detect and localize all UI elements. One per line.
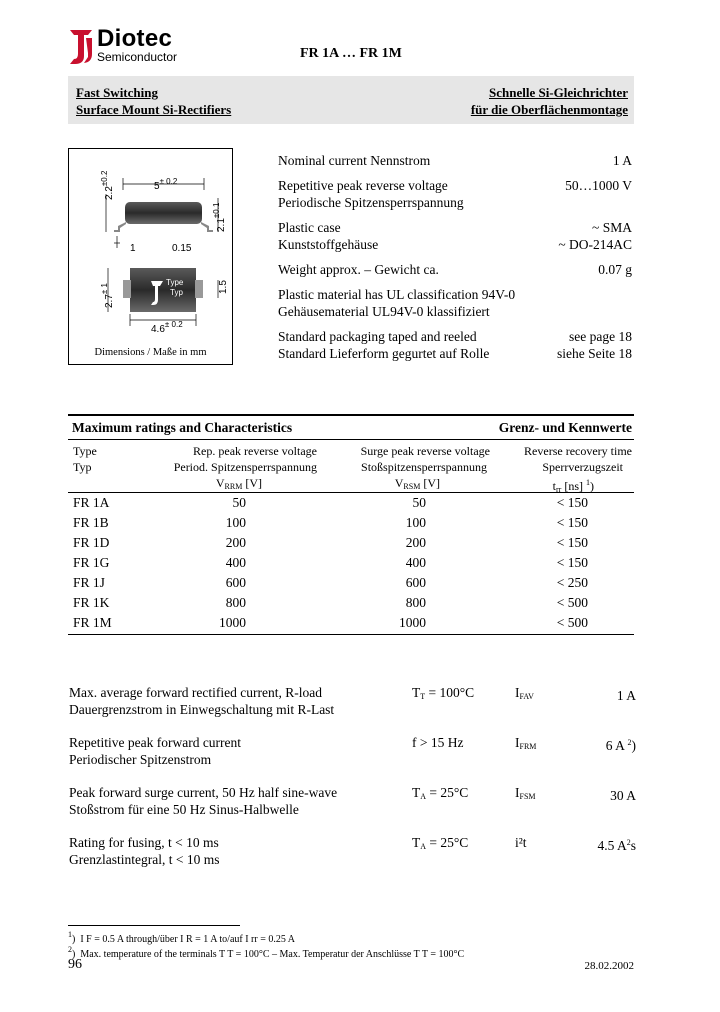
spec-packaging-de: Standard Lieferform gegurtet auf Rolle [278, 346, 490, 361]
cell-trr: < 150 [556, 495, 588, 510]
th-type-de: Typ [73, 460, 92, 474]
char-en: Peak forward surge current, 50 Hz half sine-wave [69, 785, 338, 800]
brand-name: Diotec [97, 25, 173, 52]
dim-height2-tol: ±0.1 [212, 202, 221, 219]
dim-body-width [151, 320, 183, 335]
table-header-rule [68, 439, 634, 440]
package-body-side [125, 202, 202, 224]
document-title: FR 1A … FR 1M [300, 46, 402, 61]
cell-type: FR 1G [73, 555, 110, 570]
spec-ul-en: Plastic material has UL classification 94V-0 [278, 287, 516, 302]
char-val: 4.5 A [597, 838, 627, 853]
char-value [610, 784, 636, 804]
th-vrrm-sym-v: V [215, 476, 225, 490]
table-row [68, 533, 634, 553]
table-row [68, 573, 634, 593]
spec-case-value: ~ SMA [592, 220, 632, 235]
char-condition [412, 684, 474, 705]
cell-vrsm: 1000 [399, 615, 426, 630]
cell-vrsm: 800 [405, 595, 426, 610]
dim-height2-value: 2.1 [216, 218, 227, 232]
char-cond-sym: T [412, 835, 421, 850]
spec-vrrm-value: 50…1000 V [565, 178, 632, 193]
cell-vrrm: 800 [225, 595, 246, 610]
spec-vrrm-de: Periodische Spitzensperrspannung [278, 195, 464, 210]
body-label-type: Type [166, 278, 184, 287]
cell-vrsm: 200 [405, 535, 426, 550]
diotec-logo-icon [66, 26, 96, 66]
char-cond-sym: T [412, 785, 421, 800]
dim-height-tol: ±0.2 [100, 170, 109, 187]
char-cond-sym: f [412, 735, 417, 750]
char-sym-sub: FAV [519, 692, 534, 701]
char-symbol [515, 684, 534, 705]
th-trr: Reverse recovery time [524, 444, 632, 458]
dim-length [154, 177, 177, 192]
table-row [68, 613, 634, 633]
char-value [606, 734, 636, 754]
th-vrrm-unit: [V] [242, 476, 262, 490]
char-condition [412, 734, 463, 755]
cell-vrrm: 600 [225, 575, 246, 590]
footnote-rule [68, 925, 240, 926]
th-trr-de: Sperrverzugszeit [542, 460, 623, 474]
spec-ul-de: Gehäusematerial UL94V-0 klassifiziert [278, 304, 490, 319]
char-symbol [515, 834, 527, 855]
band-de-line1: Schnelle Si-Gleichrichter [488, 85, 628, 100]
footnote-1-mark: 1 [68, 930, 72, 939]
cell-vrrm: 200 [225, 535, 246, 550]
spec-weight: Weight approx. – Gewicht ca. [278, 262, 439, 277]
cell-type: FR 1D [73, 535, 110, 550]
char-de: Periodischer Spitzenstrom [69, 752, 212, 767]
spec-packaging-value: see page 18 [569, 329, 632, 344]
dim-width [100, 283, 115, 308]
ratings-title: Maximum ratings and Characteristics [72, 420, 293, 435]
spec-packaging-en: Standard packaging taped and reeled [278, 329, 477, 344]
char-val-sup: 2 [626, 838, 631, 847]
footnote-1-text: I F = 0.5 A through/über I R = 1 A to/auf I rr = 0.25 A [80, 934, 296, 945]
char-cond-sub: A [420, 842, 427, 851]
char-sym: I [515, 735, 520, 750]
band-en-line1: Fast Switching [76, 85, 158, 100]
cell-vrsm: 50 [412, 495, 426, 510]
footnote-1: $^1$) I F = 0.5 A through/über I R = 1 A to/auf I rr = 0.25 A [68, 930, 296, 945]
brand-subtitle: Semiconductor [97, 50, 178, 64]
char-de: Stoßstrom für eine 50 Hz Sinus-Halbwelle [69, 802, 299, 817]
th-trr-close: ) [590, 479, 594, 493]
char-condition [412, 834, 468, 855]
dim-pad: 1.5 [218, 280, 229, 294]
th-vrrm: Rep. peak reverse voltage [193, 444, 317, 458]
footnote-2: $^2$) Max. temperature of the terminals T T = 100°C – Max. Temperatur der Anschlüsse T T = 100°C [68, 945, 465, 960]
th-trr-unit: [ns] [561, 479, 586, 493]
char-val: 30 A [610, 788, 636, 803]
spec-case-value2: ~ DO-214AC [558, 237, 632, 252]
footnote-2-text: Max. temperature of the terminals T T = 100°C – Max. Temperatur der Anschlüsse T T = 100°C [80, 949, 465, 960]
dim-width-value: 2.7 [104, 294, 115, 308]
dim-length-value: 5 [154, 181, 160, 192]
table-top-rule [68, 414, 634, 416]
spec-weight-value: 0.07 g [598, 262, 632, 277]
char-cond-val: = 25°C [426, 835, 469, 850]
spec-case-en: Plastic case [278, 220, 341, 235]
dim-body-width-tol: ± 0.2 [164, 320, 183, 329]
char-sym-sub: FSM [519, 792, 536, 801]
characteristic-item [68, 734, 638, 774]
figure-caption: Dimensions / Maße in mm [94, 347, 207, 358]
ratings-title-de: Grenz- und Kennwerte [498, 420, 632, 435]
cell-type: FR 1M [73, 615, 112, 630]
char-val-tail: s [630, 838, 636, 853]
char-cond-sym: T [412, 685, 421, 700]
table-bottom-rule [68, 634, 634, 635]
cell-vrrm: 1000 [219, 615, 246, 630]
char-symbol [515, 734, 536, 755]
th-vrsm-sym-sub: RSM [403, 482, 421, 491]
footnote-2-mark: 2 [68, 945, 72, 954]
cell-vrsm: 400 [405, 555, 426, 570]
th-vrsm-unit: [V] [420, 476, 440, 490]
char-cond-sub: T [420, 692, 426, 701]
band-en-line2: Surface Mount Si-Rectifiers [76, 102, 232, 117]
dim-body-width-value: 4.6 [151, 324, 165, 335]
characteristic-item [68, 834, 638, 874]
char-cond-val: > 15 Hz [416, 735, 464, 750]
spec-vrrm-en: Repetitive peak reverse voltage [278, 178, 448, 193]
th-trr-note: 1 [586, 478, 590, 487]
table-row [68, 593, 634, 613]
date: 28.02.2002 [584, 960, 634, 972]
char-value [597, 834, 636, 854]
th-vrsm-de: Stoßspitzensperrspannung [361, 460, 487, 474]
th-vrrm-sym-sub: RRM [224, 482, 243, 491]
dim-height2 [212, 203, 227, 232]
char-en: Repetitive peak forward current [69, 735, 242, 750]
char-de: Dauergrenzstrom in Einwegschaltung mit R-Last [69, 702, 335, 717]
char-val-close: ) [631, 738, 636, 753]
char-de: Grenzlastintegral, t < 10 ms [69, 852, 220, 867]
char-symbol [515, 784, 536, 805]
spec-nominal-current: Nominal current Nennstrom [278, 153, 431, 168]
cell-type: FR 1A [73, 495, 110, 510]
table-row [68, 553, 634, 573]
cell-trr: < 150 [556, 515, 588, 530]
char-sym: I [515, 785, 520, 800]
dim-height-value: 2.2 [104, 186, 115, 200]
dim-thickness: 0.15 [172, 243, 192, 254]
char-cond-val: = 25°C [426, 785, 469, 800]
spec-packaging-value2: siehe Seite 18 [557, 346, 632, 361]
cell-trr: < 150 [556, 555, 588, 570]
table-row [68, 493, 634, 513]
cell-vrsm: 600 [405, 575, 426, 590]
char-sym: i²t [515, 835, 527, 850]
body-label-typ: Typ [170, 288, 183, 297]
char-val: 1 A [616, 688, 636, 703]
th-type: Type [73, 444, 97, 458]
cell-vrrm: 100 [225, 515, 246, 530]
characteristic-item [68, 684, 638, 724]
cell-type: FR 1J [73, 575, 105, 590]
spec-nominal-current-value: 1 A [612, 153, 632, 168]
table-row [68, 513, 634, 533]
package-body-top [130, 268, 196, 312]
char-sym: I [515, 685, 520, 700]
char-cond-val: = 100°C [425, 685, 475, 700]
cell-trr: < 150 [556, 535, 588, 550]
cell-vrrm: 400 [225, 555, 246, 570]
dim-lead: 1 [130, 243, 136, 254]
char-en: Rating for fusing, t < 10 ms [69, 835, 219, 850]
th-vrrm-de: Period. Spitzensperrspannung [173, 460, 317, 474]
page-number: 96 [68, 957, 82, 972]
cell-vrrm: 50 [232, 495, 246, 510]
title-band [68, 76, 634, 124]
cell-type: FR 1B [73, 515, 109, 530]
char-sym-sub: FRM [519, 742, 537, 751]
dim-width-tol: ± 1 [100, 283, 109, 295]
th-vrsm: Surge peak reverse voltage [360, 444, 490, 458]
th-trr-sym-t: t [552, 479, 556, 493]
cell-vrsm: 100 [405, 515, 426, 530]
th-vrsm-sym-v: V [394, 476, 404, 490]
cell-type: FR 1K [73, 595, 110, 610]
characteristic-item [68, 784, 638, 824]
char-val: 6 A [605, 738, 628, 753]
cell-trr: < 500 [556, 615, 588, 630]
char-val-note: 2 [627, 738, 632, 747]
band-de-line2: für die Oberflächenmontage [470, 102, 628, 117]
char-condition [412, 784, 468, 805]
cell-trr: < 500 [556, 595, 588, 610]
char-cond-sub: A [420, 792, 427, 801]
package-drawing [68, 148, 233, 348]
char-value [617, 684, 636, 704]
spec-case-de: Kunststoffgehäuse [278, 237, 379, 252]
char-en: Max. average forward rectified current, R-load [69, 685, 322, 700]
dim-length-tol: ± 0.2 [159, 177, 178, 186]
dim-height [100, 171, 115, 200]
th-trr-sym-sub: rr [556, 485, 562, 494]
cell-trr: < 250 [556, 575, 588, 590]
